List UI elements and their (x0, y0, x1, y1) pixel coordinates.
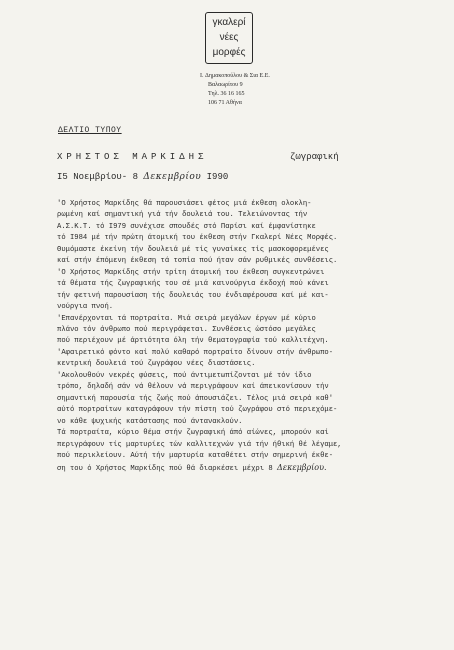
text-line: τό I984 μέ τήν πρώτη άτομική του έκθεση στήν Γκαλερί Νέες Μορφές. (57, 234, 338, 243)
text-line: 'Ο Χρήστος Μαρκίδης θά παρουσιάσει φέτος μιά έκθεση ολοκλη- (57, 200, 312, 208)
gallery-logo (205, 12, 253, 64)
text-line: καί στήν έπόμενη έκθεση τά τοπία πού ήταν σάν ρυθμικές συνθέσεις. (57, 257, 338, 266)
text-line: ρωμένη καί σημαντική γιά τήν δουλειά του. Τελειώνοντας τήν (57, 211, 308, 220)
text-line: 'Ο Χρήστος Μαρκίδης στήν τρίτη άτομική του έκθεση συγκεντρώνει (57, 268, 325, 277)
text-line-final (57, 462, 447, 475)
text-line: νούργια πνοή. (57, 303, 114, 312)
date-handwritten-month: Δεκεμβρίου (143, 172, 202, 182)
gallery-address (200, 72, 270, 108)
document-heading: ΔΕΛΤΙΟ ΤΥΠΟΥ (58, 126, 122, 135)
text-line: Τά πορτραίτα, κύριο θέμα στήν ζωγραφική άπό αίώνες, μπορούν καί (57, 429, 329, 438)
text-line: σημαντική παρουσία τής ζωής πού άπουσιάζει. Τέλος μιά σειρά καθ' (57, 394, 334, 403)
address-line: I. Δημακοπούλου & Σια Ε.Ε. (200, 73, 270, 79)
text-line: 'Ακολουθούν νεκρές φύσεις, πού άντιμετωπίζονται μέ τόν ίδιο (57, 371, 312, 380)
text-line: περιγράφουν τίς μαρτυρίες τών καλλιτεχνών γιά τήν ήθική θέ λέγαμε, (57, 440, 342, 449)
artist-discipline: ζωγραφική (290, 152, 339, 162)
text-line: τά θέματα τής ζωγραφικής του σέ μιά καινούργια έκδοχή πού κάνει (57, 280, 329, 289)
address-line: 106 71 Αθήνα (208, 100, 242, 106)
text-line: πού περιέχουν μέ άρτιότητα όλη τήν θεματογραφία τού καλλιτέχνη. (57, 337, 329, 346)
text-line: τήν φετινή παρουσίαση τής δουλειάς του ένδιαφέρουσα καί μέ και- (57, 291, 329, 300)
press-text (57, 199, 447, 476)
logo-line-1: γκαλερί (212, 17, 246, 28)
final-handwritten-month: Δεκεμβρίου. (277, 463, 327, 473)
text-line: τρόπο, δηλαδή σάν νά θέλουν νά περιγράφουν καί άπεικονίσουν τήν (57, 383, 329, 392)
exhibition-dates (57, 172, 228, 182)
address-line: Τηλ. 36 16 165 (208, 91, 245, 97)
text-line: ση του ό Χρήστος Μαρκίδης πού θά διαρκέσει μέχρι 8 (57, 465, 273, 474)
logo-line-2: νέες (219, 32, 239, 43)
artist-name: ΧΡΗΣΤΟΣ ΜΑΡΚΙΔΗΣ (57, 152, 208, 162)
text-line: 'Αφαιρετικό φόντο καί πολύ καθαρό πορτραίτο δίνουν στήν άνθρωπο- (57, 348, 334, 357)
text-line: κεντρική δουλειά τού ζωγράφου νέες διαστάσεις. (57, 360, 256, 369)
text-line: αύτό πορτραίτων καταγράφουν τήν πίστη τού ζωγράφου στό περιεχόμε- (57, 406, 338, 415)
date-typed: I5 Νοεμβρίου- 8 (57, 172, 139, 182)
text-line: Α.Σ.Κ.Τ. τό I979 συνέχισε σπουδές στό Παρίσι καί έμφανίστηκε (57, 222, 316, 231)
text-line: πλάνο τόν άνθρωπο πού περιγράφεται. Συνθέσεις ώστόσο μεγάλες (57, 325, 316, 334)
text-line: 'Επανέρχονται τά πορτραίτα. Μιά σειρά μεγάλων έργων μέ κύριο (57, 314, 316, 323)
text-line: πού περικλείουν. Αύτή τήν μαρτυρία καταθέτει στήν σημερινή έκθε- (57, 451, 334, 460)
address-line: Βαλαωρίτου 9 (208, 82, 243, 88)
date-year: I990 (206, 172, 229, 182)
text-line: νο κάθε ψυχικής κατάστασης πού άντανακλούν. (57, 417, 243, 426)
text-line: Θυμόμαστε έκείνη τήν δουλειά μέ τίς γυναίκες τίς μασκοφορεμένες (57, 245, 329, 254)
logo-line-3: μορφές (212, 47, 246, 58)
